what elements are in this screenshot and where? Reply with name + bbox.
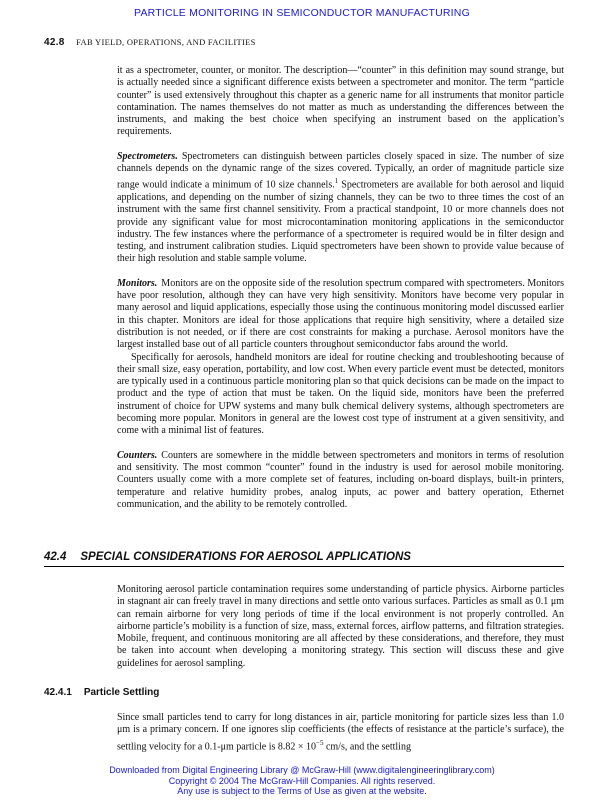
section-heading	[44, 551, 564, 567]
subsection-paragraph	[117, 712, 564, 753]
chapter-title: FAB YIELD, OPERATIONS, AND FACILITIES	[76, 37, 256, 47]
intro-paragraph: it as a spectrometer, counter, or monitor. The description—“counter” in this definition may sound strange, but is actually needed since a significant difference exists between a spectrometer and monitor. The term “particle counter” is used extensively throughout this chapter as a generic name for all instruments that monitor particle contamination. The names themselves do not matter as much as understanding the differences between the instruments, and making the best choice when specifying an instrument based on the application’s requirements.	[117, 65, 564, 138]
spectrometers-text: Spectrometers can distinguish between particles closely spaced in size. The number of size channels depends on the dynamic range of the sizes covered. Typically, an order of magnitude particle size range would indicate a minimum of 10 size channels.	[117, 150, 564, 191]
section-number: 42.4	[44, 551, 67, 563]
running-head	[44, 37, 564, 48]
monitors-paragraph-2: Specifically for aerosols, handheld monitors are ideal for routine checking and troubleshooting because of their small size, easy operation, portability, and low cost. When every particle event must be detected, monitors are typically used in a continuous particle monitoring plan so that quick decisions can be made on the impact to product and the type of action that must be taken. On the liquid side, monitors have been the preferred instrument of choice for UPW systems and many bulk chemical delivery systems, although spectrometers are becoming more popular. Monitors in general are the lowest cost type of instrument at a given sensitivity, and come with a minimal list of features.	[117, 351, 564, 437]
subsection-body	[117, 712, 564, 753]
subsection-title: Particle Settling	[83, 687, 160, 698]
subsection-text: Since small particles tend to carry for long distances in air, particle monitoring for particle sizes less than 1.0 μm is a primary concern. If one ignores slip coefficients (the effects of resistance at the particle’s surface), the settling velocity for a 0.1-μm particle is 8.82 × 10	[117, 712, 564, 752]
page-banner: PARTICLE MONITORING IN SEMICONDUCTOR MANUFACTURING	[134, 7, 470, 19]
counters-paragraph	[117, 450, 564, 511]
spectrometers-text-cont: Spectrometers are available for both aerosol and liquid applications, and depending on the number of sizing channels, they can be two to three times the cost of an instrument with the same first channel sensitivity. From a practical standpoint, 10 or more channels does not provide any significant value for most microcontamination monitoring applications in the semiconductor industry. The few instances where the performance of a spectrometer is required would be in filter design and testing, and instrument calibration studies. Liquid spectrometers have been shown to provide value because of their high resolution and stable sample volume.	[117, 179, 564, 265]
footer-terms-line[interactable]: Any use is subject to the Terms of Use as given at the website.	[177, 786, 427, 796]
footer-download-line[interactable]: Downloaded from Digital Engineering Library @ McGraw-Hill (www.digitalengineeringlibrary.com)	[109, 765, 495, 775]
subsection-text-cont: cm/s, and the settling	[323, 740, 411, 752]
section-body	[117, 584, 564, 670]
page-number: 42.8	[44, 37, 65, 48]
spectrometers-heading: Spectrometers.	[117, 150, 178, 162]
footnote-mark: 1	[334, 177, 339, 186]
counters-heading: Counters.	[117, 449, 158, 461]
section-title: SPECIAL CONSIDERATIONS FOR AEROSOL APPLICATIONS	[80, 551, 411, 563]
monitors-heading: Monitors.	[117, 277, 158, 289]
footer	[0, 765, 604, 797]
section-paragraph: Monitoring aerosol particle contamination requires some understanding of particle physics. Airborne particles in stagnant air can freely travel in many directions and settle onto various surfaces. Particles as small as 0.1 μm can remain airborne for very long periods of time if the local environment is not properly controlled. An airborne particle’s mobility is a function of size, mass, external forces, airflow patterns, and filtration strategies. Mobile, frequent, and continuous monitoring are all affected by these considerations, and therefore, they must be taken into account when developing a monitoring strategy. This section will discuss these and give guidelines for aerosol sampling.	[117, 584, 564, 669]
subsection-number: 42.4.1	[44, 687, 72, 698]
counters-text: Counters are somewhere in the middle between spectrometers and monitors in terms of resolution and sensitivity. The most common “counter” found in the industry is used for aerosol mobile monitoring. Counters usually come with a more complete set of features, including on-board displays, built-in printers, temperature and relative humidity probes, analog inputs, ac power and battery operation, Ethernet communication, and the ability to be remotely controlled.	[117, 449, 564, 510]
spectrometers-paragraph	[117, 151, 564, 266]
monitors-text: Monitors are on the opposite side of the resolution spectrum compared with spectrometers. Monitors have poor resolution, although they can have very high sensitivity. Monitors have become very popular in many aerosol and liquid applications, especially those using the continuous monitoring model discussed earlier in this chapter. Monitors are ideal for those applications that require high sensitivity, where a detailed size distribution is not needed, or if there are cost constraints for making a purchase. Aerosol monitors have the largest installed base out of all particle counters throughout semiconductor fabs around the world.	[117, 277, 564, 351]
subsection-heading	[44, 687, 159, 698]
monitors-paragraph	[117, 278, 564, 352]
exponent: −5	[316, 738, 324, 747]
footer-copyright-line: Copyright © 2004 The McGraw-Hill Companies. All rights reserved.	[168, 775, 436, 786]
body-text	[117, 65, 564, 511]
